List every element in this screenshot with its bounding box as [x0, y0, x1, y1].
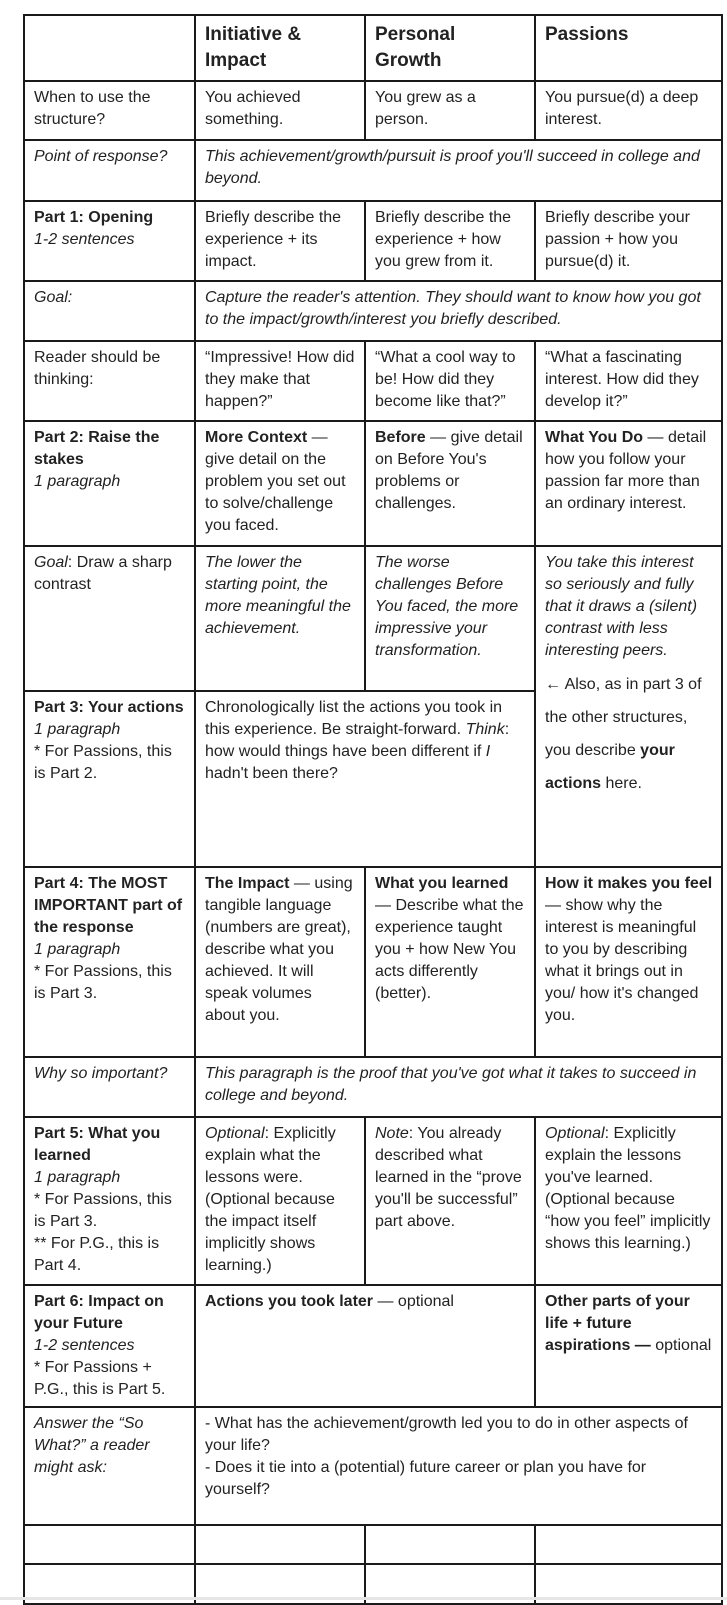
row-label-part5	[24, 1117, 195, 1285]
row-label-goal2	[24, 546, 195, 691]
row-label-point: Point of response?	[24, 140, 195, 201]
part4-length: 1 paragraph	[34, 941, 121, 958]
part6-passions-text: optional	[650, 1337, 712, 1354]
part1-length: 1-2 sentences	[34, 231, 135, 248]
cell-part4-growth	[365, 867, 535, 1057]
header-initiative-impact: Initiative & Impact	[195, 15, 365, 81]
part4-title: Part 4: The MOST IMPORTANT part of the response	[34, 875, 183, 936]
cell-part2-growth	[365, 421, 535, 546]
part2-growth-text: — give detail on Before You's problems or challenges.	[375, 429, 523, 512]
table-row-why	[24, 1057, 722, 1117]
part5-note2: ** For P.G., this is Part 4.	[34, 1235, 160, 1274]
row-label-reader: Reader should be thinking:	[24, 341, 195, 421]
row-label-part2	[24, 421, 195, 546]
row-label-part4	[24, 867, 195, 1057]
cell-reader-initiative: “Impressive! How did they make that happen?”	[195, 341, 365, 421]
essay-structure-table	[23, 14, 723, 1605]
part3-think-post: hadn't been there?	[205, 765, 338, 782]
part3-think-label: Think	[465, 721, 505, 738]
empty-cell	[195, 1525, 365, 1564]
cell-part4-initiative	[195, 867, 365, 1057]
empty-cell	[24, 1525, 195, 1564]
passions-actions-note	[545, 668, 713, 800]
cell-part5-passions	[535, 1117, 722, 1285]
part6-later-heading: Actions you took later	[205, 1293, 374, 1310]
part2-passions-heading: What You Do	[545, 429, 644, 446]
cell-sowhat-text	[195, 1407, 722, 1525]
goal2-label-italic: Goal	[34, 554, 68, 571]
header-personal-growth: Personal Growth	[365, 15, 535, 81]
cell-goal2-growth: The worse challenges Before You faced, the more impressive your transformation.	[365, 546, 535, 691]
cell-goal2-initiative: The lower the starting point, the more meaningful the achievement.	[195, 546, 365, 691]
passions-note-pre: ← Also, as in part 3 of the other structures, you describe	[545, 676, 702, 759]
part3-think-mid: : how would things have been different if	[205, 721, 510, 760]
row-label-when: When to use the structure?	[24, 81, 195, 140]
cell-part1-passions: Briefly describe your passion + how you pursue(d) it.	[535, 201, 722, 281]
cell-goal1-text: Capture the reader's attention. They should want to know how you got to the impact/growth/interest you briefly described.	[195, 281, 722, 341]
row-label-goal1: Goal:	[24, 281, 195, 341]
part4-initiative-heading: The Impact	[205, 875, 290, 892]
cell-when-growth: You grew as a person.	[365, 81, 535, 140]
table-row-part4	[24, 867, 722, 1057]
part2-passions-text: — detail how you follow your passion far more than an ordinary interest.	[545, 429, 707, 512]
part5-initiative-text: : Explicitly explain what the lessons were. (Optional because the impact itself implicitly shows learning.)	[205, 1125, 336, 1274]
header-passions: Passions	[535, 15, 722, 81]
cell-why-text: This paragraph is the proof that you've got what it takes to succeed in college and beyond.	[195, 1057, 722, 1117]
part2-length: 1 paragraph	[34, 473, 121, 490]
cell-point-text: This achievement/growth/pursuit is proof you'll succeed in college and beyond.	[195, 140, 722, 201]
part6-title: Part 6: Impact on your Future	[34, 1293, 164, 1332]
table-row-part5	[24, 1117, 722, 1285]
part3-note: * For Passions, this is Part 2.	[34, 743, 172, 782]
table-row-when	[24, 81, 722, 140]
part2-growth-heading: Before	[375, 429, 426, 446]
cell-when-initiative: You achieved something.	[195, 81, 365, 140]
cell-part6-passions	[535, 1285, 722, 1407]
part2-title: Part 2: Raise the stakes	[34, 429, 160, 468]
row-label-why: Why so important?	[24, 1057, 195, 1117]
row-label-part3	[24, 691, 195, 867]
cell-part2-initiative	[195, 421, 365, 546]
part5-title: Part 5: What you learned	[34, 1125, 161, 1164]
part1-title: Part 1: Opening	[34, 209, 154, 226]
cell-reader-growth: “What a cool way to be! How did they become like that?”	[365, 341, 535, 421]
cell-part1-growth: Briefly describe the experience + how you grew from it.	[365, 201, 535, 281]
part6-note: * For Passions + P.G., this is Part 5.	[34, 1359, 166, 1398]
part6-passions-heading: Other parts of your life + future aspirations —	[545, 1293, 690, 1354]
empty-cell	[535, 1525, 722, 1564]
table-row-part6	[24, 1285, 722, 1407]
row-label-part6	[24, 1285, 195, 1407]
empty-cell	[365, 1525, 535, 1564]
cell-part1-initiative: Briefly describe the experience + its impact.	[195, 201, 365, 281]
part4-note: * For Passions, this is Part 3.	[34, 963, 172, 1002]
table-row-reader	[24, 341, 722, 421]
part5-growth-label: Note	[375, 1125, 409, 1142]
sowhat-line2: - Does it tie into a (potential) future career or plan you have for yourself?	[205, 1459, 647, 1498]
goal2-passions-text: You take this interest so seriously and fully that it draws a (silent) contrast with less interesting peers.	[545, 554, 698, 659]
part4-growth-text: — Describe what the experience taught you + how New You acts differently (better).	[375, 897, 524, 1002]
part4-passions-text: — show why the interest is meaningful to you by describing what it brings out in you/ how it's changed you.	[545, 897, 699, 1024]
cell-part5-growth	[365, 1117, 535, 1285]
cell-part4-passions	[535, 867, 722, 1057]
part6-later-text: — optional	[373, 1293, 454, 1310]
part5-note1: * For Passions, this is Part 3.	[34, 1191, 172, 1230]
cell-when-passions: You pursue(d) a deep interest.	[535, 81, 722, 140]
table-row-sowhat	[24, 1407, 722, 1525]
part4-initiative-text: — using tangible language (numbers are great), describe what you achieved. It will speak volumes about you.	[205, 875, 353, 1024]
part5-initiative-label: Optional	[205, 1125, 265, 1142]
cell-part5-initiative	[195, 1117, 365, 1285]
table-row-empty	[24, 1525, 722, 1564]
table-row-goal1	[24, 281, 722, 341]
part3-title: Part 3: Your actions	[34, 699, 184, 716]
part6-length: 1-2 sentences	[34, 1337, 135, 1354]
row-label-part1	[24, 201, 195, 281]
part2-initiative-text: — give detail on the problem you set out to solve/challenge you faced.	[205, 429, 346, 534]
table-row-goal2	[24, 546, 722, 691]
table-row-part2	[24, 421, 722, 546]
table-row-point	[24, 140, 722, 201]
cell-reader-passions: “What a fascinating interest. How did they develop it?”	[535, 341, 722, 421]
table-row-part1	[24, 201, 722, 281]
part3-i-italic: I	[485, 743, 491, 760]
part4-growth-heading: What you learned	[375, 875, 509, 892]
part4-passions-heading: How it makes you feel	[545, 875, 713, 892]
part5-passions-text: : Explicitly explain the lessons you've learned. (Optional because “how you feel” implicitly shows this learning.)	[545, 1125, 711, 1252]
part3-text: Chronologically list the actions you took in this experience. Be straight-forward.	[205, 699, 503, 738]
part5-length: 1 paragraph	[34, 1169, 121, 1186]
passions-note-bold: your actions	[545, 742, 675, 792]
part2-initiative-heading: More Context	[205, 429, 308, 446]
header-row	[24, 15, 722, 81]
goal2-label-text: : Draw a sharp contrast	[34, 554, 172, 593]
cell-goal2-part3-passions	[535, 546, 722, 867]
cell-part3-actions	[195, 691, 535, 867]
part5-passions-label: Optional	[545, 1125, 605, 1142]
cell-part2-passions	[535, 421, 722, 546]
row-label-sowhat: Answer the “So What?” a reader might ask:	[24, 1407, 195, 1525]
part3-length: 1 paragraph	[34, 721, 121, 738]
header-corner-cell	[24, 15, 195, 81]
part5-growth-text: : You already described what learned in the “prove you'll be successful” part above.	[375, 1125, 522, 1230]
sowhat-line1: - What has the achievement/growth led you to do in other aspects of your life?	[205, 1415, 688, 1454]
passions-note-post: here.	[601, 775, 642, 792]
cell-part6-later-actions	[195, 1285, 535, 1407]
